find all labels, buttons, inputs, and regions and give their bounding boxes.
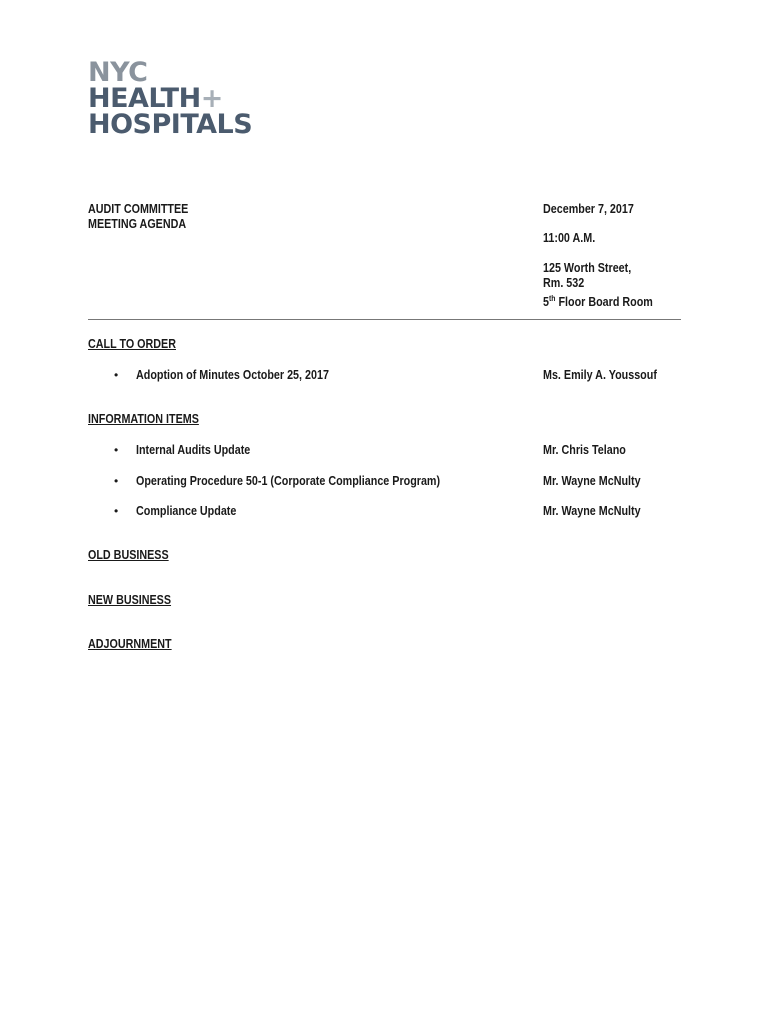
floor-room: Floor Board Room [555,295,653,310]
bullet-adoption: • [114,368,119,382]
nyc-health-hospitals-logo [88,57,253,140]
address-floor [543,291,653,310]
address-line1: 125 Worth Street, [543,261,632,275]
bullet-operating-procedure: • [114,474,119,488]
presenter-internal-audits: Mr. Chris Telano [543,443,626,457]
bullet-internal-audits: • [114,443,119,457]
item-compliance-update: Compliance Update [136,504,237,518]
heading-call-to-order: CALL TO ORDER [88,337,177,351]
bullet-compliance-update: • [114,504,119,518]
item-operating-procedure: Operating Procedure 50-1 (Corporate Compliance Program) [136,474,441,488]
logo-plus: + [200,83,223,114]
presenter-adoption: Ms. Emily A. Youssouf [543,368,657,382]
header-divider [88,319,681,320]
meeting-time: 11:00 A.M. [543,231,596,245]
floor-number: 5 [543,295,549,310]
presenter-compliance-update: Mr. Wayne McNulty [543,504,641,518]
item-internal-audits: Internal Audits Update [136,443,251,457]
meeting-title-line1: AUDIT COMMITTEE [88,202,189,216]
logo-health-text: HEALTH [88,83,201,114]
logo-line-hospitals: HOSPITALS [88,109,253,140]
logo-line-nyc: NYC [88,57,148,88]
meeting-date: December 7, 2017 [543,202,634,216]
address-line2: Rm. 532 [543,276,585,290]
heading-information-items: INFORMATION ITEMS [88,412,199,426]
item-adoption-minutes: Adoption of Minutes October 25, 2017 [136,368,329,382]
presenter-operating-procedure: Mr. Wayne McNulty [543,474,641,488]
heading-old-business: OLD BUSINESS [88,548,169,562]
heading-new-business: NEW BUSINESS [88,593,172,607]
heading-adjournment: ADJOURNMENT [88,637,172,651]
meeting-title-line2: MEETING AGENDA [88,217,187,231]
floor-ordinal: th [548,294,556,303]
